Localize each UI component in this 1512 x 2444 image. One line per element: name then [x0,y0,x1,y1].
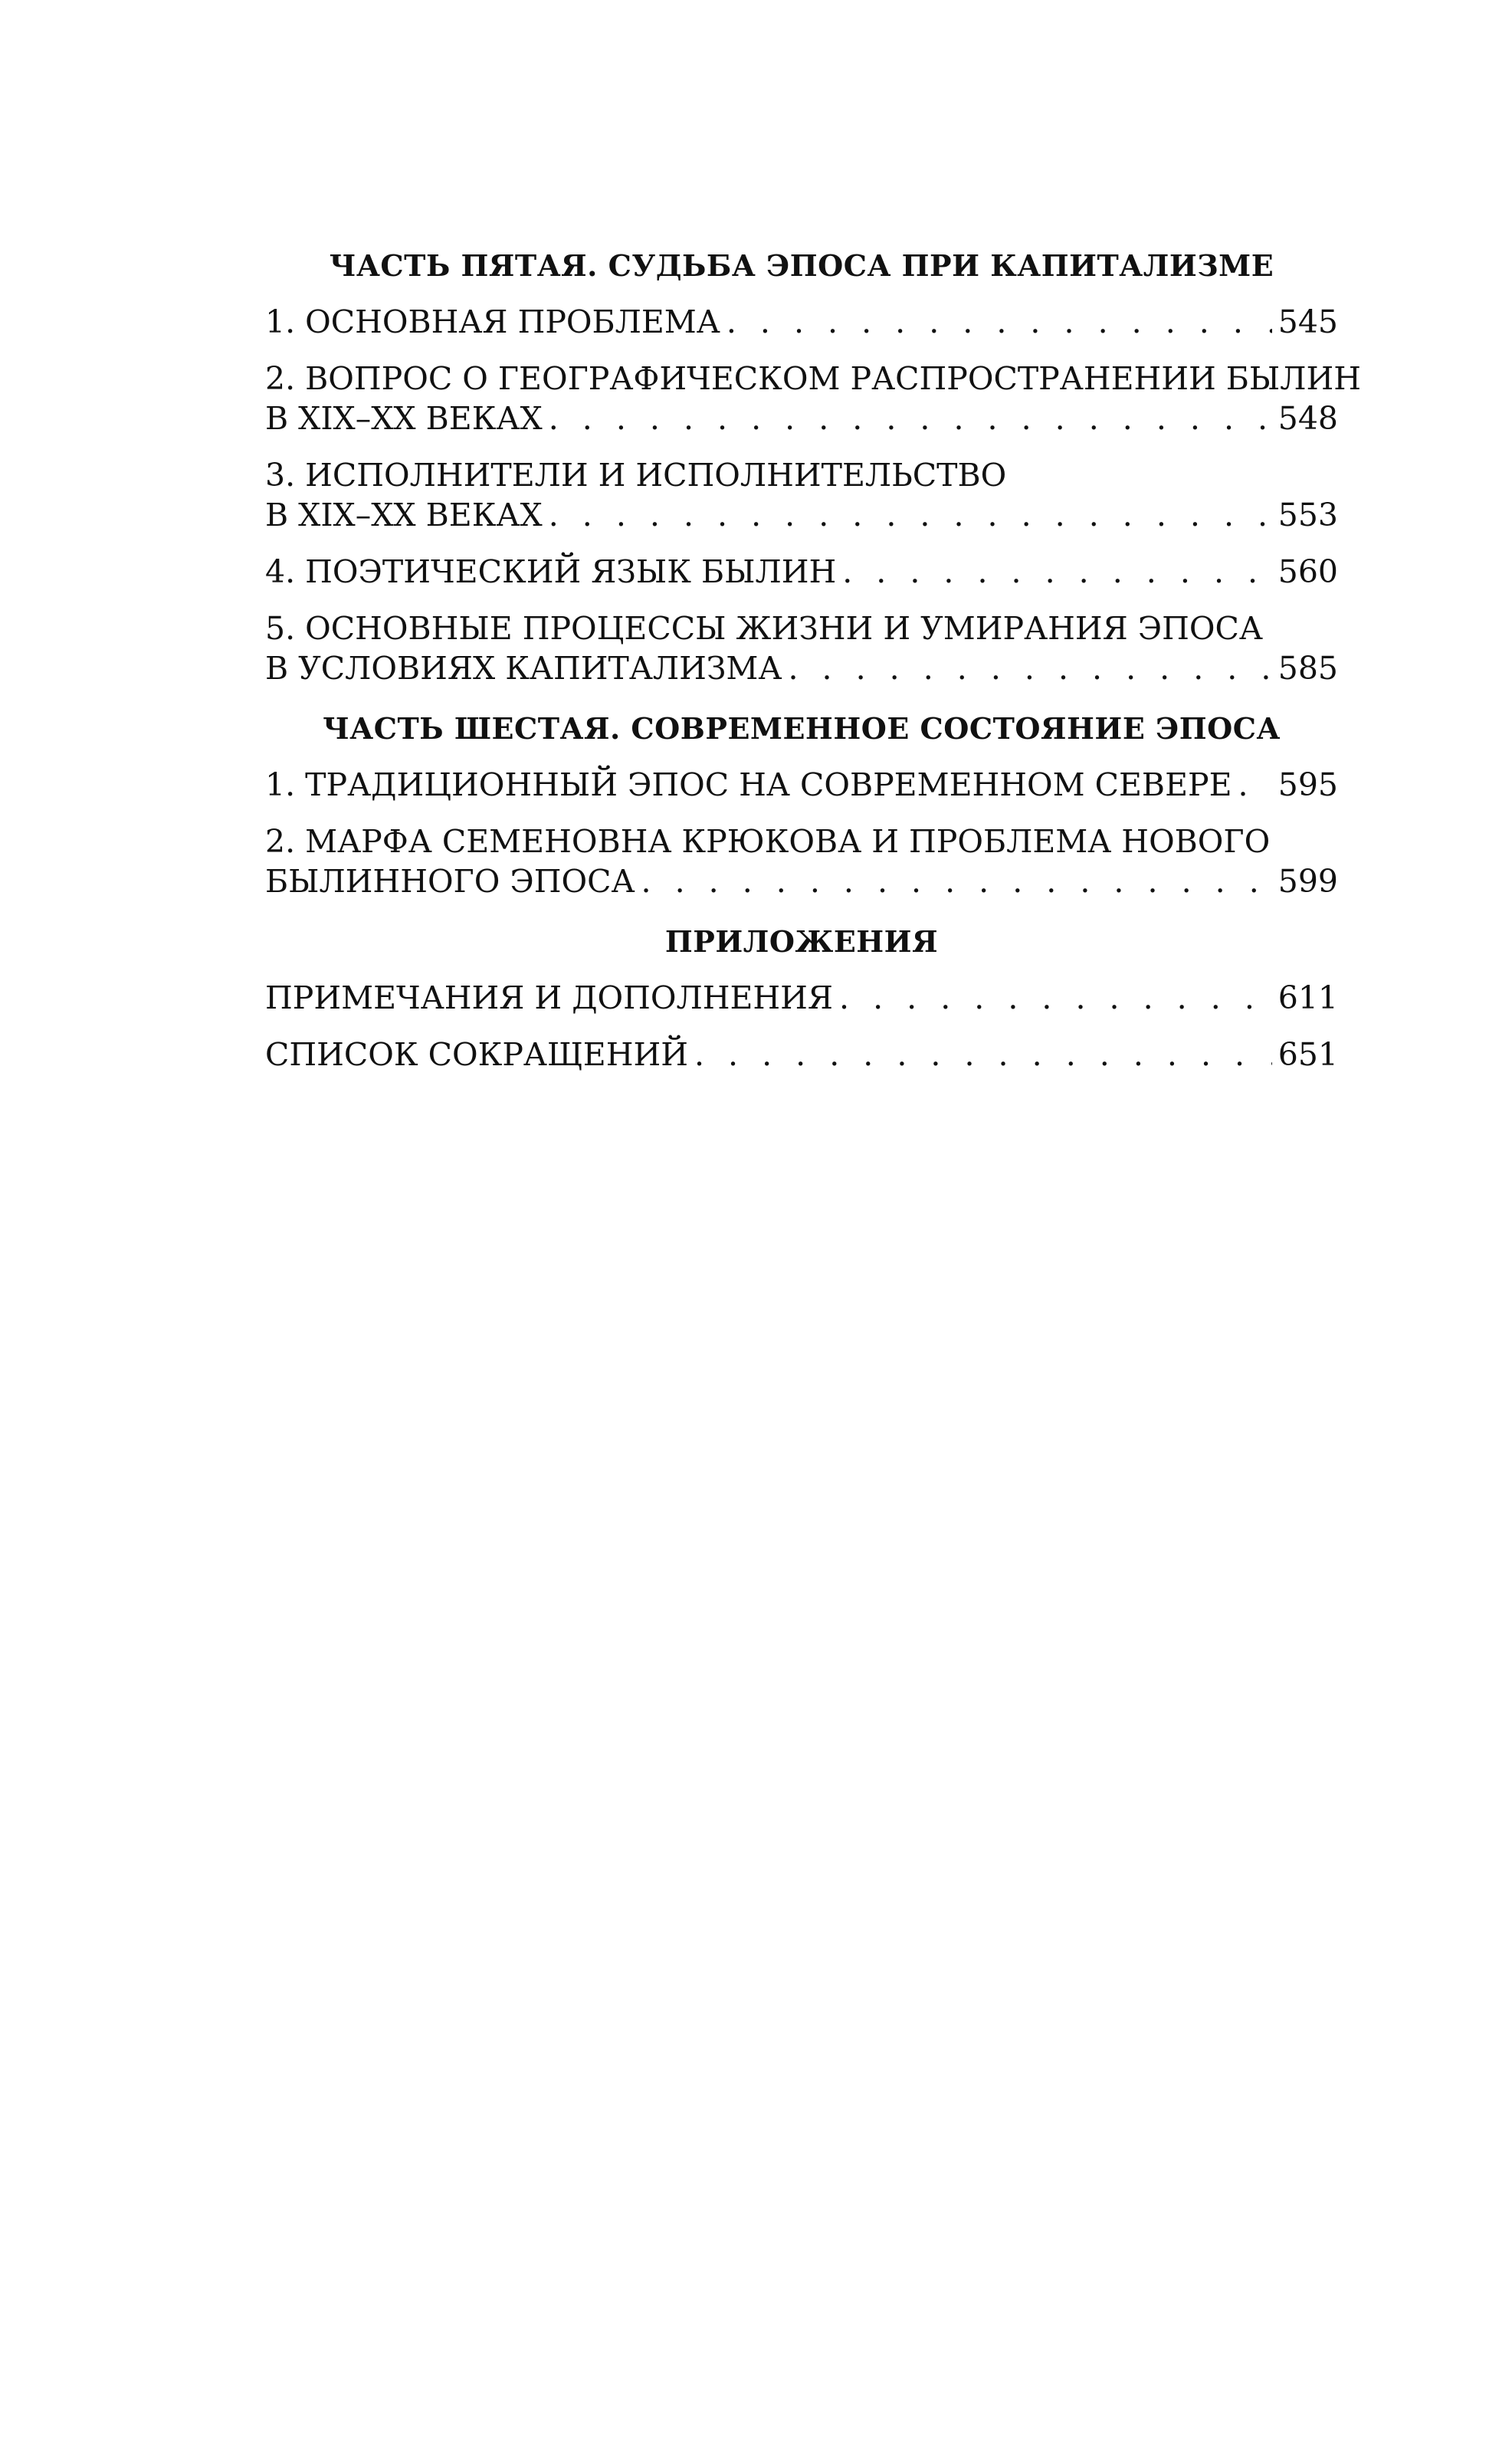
toc-entry-title-line1: 2. МАРФА СЕМЕНОВНА КРЮКОВА И ПРОБЛЕМА НОВОГО [265,823,1271,860]
toc-entry-title-line2: В XIX–XX ВЕКАХ [265,497,543,533]
toc-entry[interactable] [265,455,1338,535]
part-six-heading: ЧАСТЬ ШЕСТАЯ. СОВРЕМЕННОЕ СОСТОЯНИЕ ЭПОСА [323,711,1281,746]
toc-entry-page: 651 [1277,1036,1338,1073]
toc-entry-title-line2: В XIX–XX ВЕКАХ [265,400,543,437]
dot-leader [839,978,1272,1018]
table-of-contents [265,230,1361,1091]
toc-entry-title: ПРИМЕЧАНИЯ И ДОПОЛНЕНИЯ [265,979,834,1016]
dot-leader [726,302,1272,342]
toc-entry-page: 553 [1277,497,1338,533]
toc-entry[interactable] [265,765,1338,805]
toc-entry-page: 545 [1277,303,1338,340]
toc-entry-title-line1: 3. ИСПОЛНИТЕЛИ И ИСПОЛНИТЕЛЬСТВО [265,457,1007,494]
part-five-heading: ЧАСТЬ ПЯТАЯ. СУДЬБА ЭПОСА ПРИ КАПИТАЛИЗМЕ [329,248,1274,283]
toc-entry-title: 4. ПОЭТИЧЕСКИЙ ЯЗЫК БЫЛИН [265,553,837,590]
toc-entry[interactable] [265,822,1338,901]
toc-entry-page: 585 [1277,650,1338,687]
dot-leader [549,495,1272,535]
toc-entry-title: 1. ОСНОВНАЯ ПРОБЛЕМА [265,303,720,340]
dot-leader [788,648,1271,688]
toc-entry-page: 548 [1277,400,1338,437]
toc-entry[interactable] [265,1035,1338,1074]
toc-entry-title-line1: 2. ВОПРОС О ГЕОГРАФИЧЕСКОМ РАСПРОСТРАНЕНИИ БЫЛИН [265,360,1361,397]
toc-entry-page: 599 [1277,863,1338,900]
toc-entry-title-line2: БЫЛИННОГО ЭПОСА [265,863,635,900]
toc-entry-page: 560 [1277,553,1338,590]
toc-entry-page: 611 [1277,979,1338,1016]
toc-entry-title: СПИСОК СОКРАЩЕНИЙ [265,1036,688,1073]
toc-entry[interactable] [265,359,1361,438]
dot-leader [549,399,1272,438]
dot-leader [694,1035,1272,1074]
appendices-heading: ПРИЛОЖЕНИЯ [664,924,939,959]
dot-leader [1238,765,1272,805]
toc-entry-page: 595 [1277,766,1338,803]
toc-entry-title: 1. ТРАДИЦИОННЫЙ ЭПОС НА СОВРЕМЕННОМ СЕВЕРЕ [265,766,1232,803]
toc-entry[interactable] [265,609,1338,688]
toc-entry[interactable] [265,302,1338,342]
toc-entry[interactable] [265,552,1338,592]
toc-entry-title-line1: 5. ОСНОВНЫЕ ПРОЦЕССЫ ЖИЗНИ И УМИРАНИЯ ЭПОСА [265,610,1263,647]
toc-entry[interactable] [265,978,1338,1018]
dot-leader [842,552,1272,592]
dot-leader [641,861,1272,901]
toc-entry-title-line2: В УСЛОВИЯХ КАПИТАЛИЗМА [265,650,782,687]
